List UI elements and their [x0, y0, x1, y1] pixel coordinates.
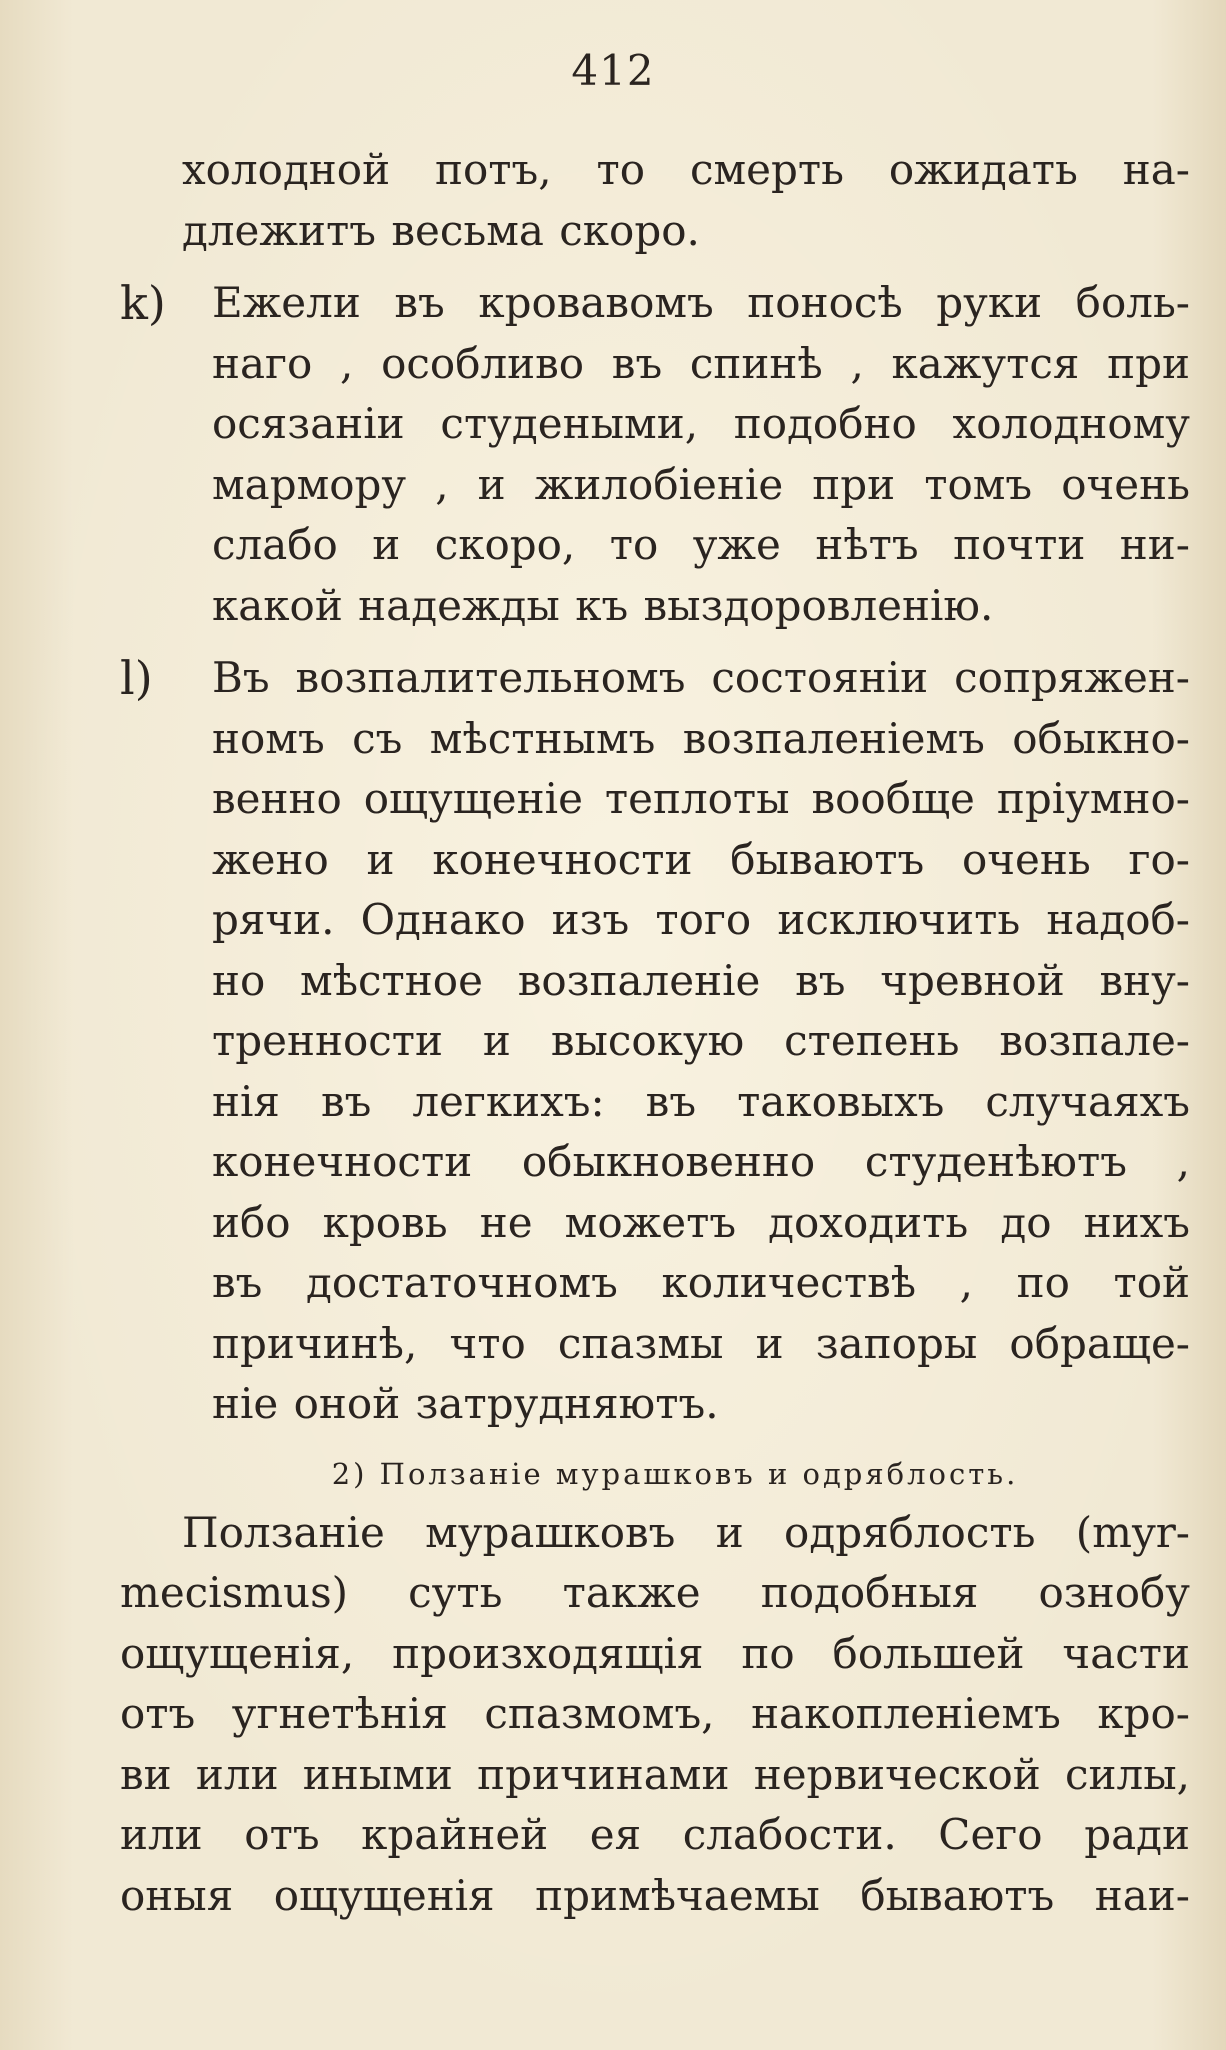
paragraph-k	[120, 273, 1190, 636]
text-line: ви или иными причинами нервической силы,	[120, 1749, 1190, 1799]
text-line: мармору , и жилобіеніе при томъ очень	[212, 459, 1190, 509]
text-line: ніе оной затрудняютъ.	[212, 1379, 719, 1428]
text-line: ибо кровь не можетъ доходить до нихъ	[212, 1197, 1190, 1247]
text-line: жено и конечности бываютъ очень го-	[212, 834, 1190, 884]
text-line: причинѣ, что спазмы и запоры обраще-	[212, 1318, 1190, 1368]
text-line: номъ съ мѣстнымъ возпаленіемъ обыкно-	[212, 713, 1190, 763]
text-line: тренности и высокую степень возпале-	[212, 1016, 1190, 1065]
text-line: Въ возпалительномъ состояніи сопряжен-	[212, 653, 1190, 702]
text-line: длежитъ весьма скоро.	[182, 205, 700, 255]
text-line: осязаніи студеными, подобно холодному	[212, 399, 1190, 448]
text-line: Ползаніе мурашковъ и одряблость (myr-	[182, 1507, 1190, 1557]
text-line: венно ощущеніе теплоты вообще пріумно-	[212, 774, 1190, 823]
section-heading: 2) Ползаніе мурашковъ и одряблость.	[331, 1456, 1019, 1491]
text-line: ощущенія, произходящія по большей части	[120, 1628, 1190, 1678]
paragraph-marker: k)	[120, 276, 166, 330]
continuation-paragraph	[120, 140, 1190, 261]
text-line: въ достаточномъ количествѣ , по той	[212, 1258, 1190, 1307]
text-line: какой надежды къ выздоровленію.	[212, 580, 994, 630]
text-line: холодной потъ, то смерть ожидать на-	[182, 145, 1190, 194]
text-line: оныя ощущенія примѣчаемы бываютъ наи-	[120, 1870, 1190, 1920]
text-line: рячи. Однако изъ того исключить надоб-	[212, 895, 1190, 944]
text-line: слабо и скоро, то уже нѣтъ почти ни-	[212, 520, 1190, 569]
text-line: отъ угнетѣнія спазмомъ, накопленіемъ кро-	[120, 1689, 1190, 1738]
paragraph-2	[120, 1503, 1190, 1927]
text-line: нія въ легкихъ: въ таковыхъ случаяхъ	[212, 1076, 1190, 1126]
text-line: наго , особливо въ спинѣ , кажутся при	[212, 338, 1190, 388]
text-line: конечности обыкновенно студенѣютъ ,	[212, 1137, 1190, 1186]
page-number: 412	[571, 46, 655, 95]
text-line: или отъ крайней ея слабости. Сего ради	[120, 1810, 1190, 1859]
text-line: Ежели въ кровавомъ поносѣ руки боль-	[212, 278, 1190, 327]
paragraph-marker: l)	[120, 651, 153, 705]
body-text	[120, 140, 1190, 1926]
text-line: mecismus) суть также подобныя ознобу	[120, 1568, 1190, 1617]
text-line: но мѣстное возпаленіе въ чревной вну-	[212, 955, 1190, 1005]
paragraph-l	[120, 648, 1190, 1435]
